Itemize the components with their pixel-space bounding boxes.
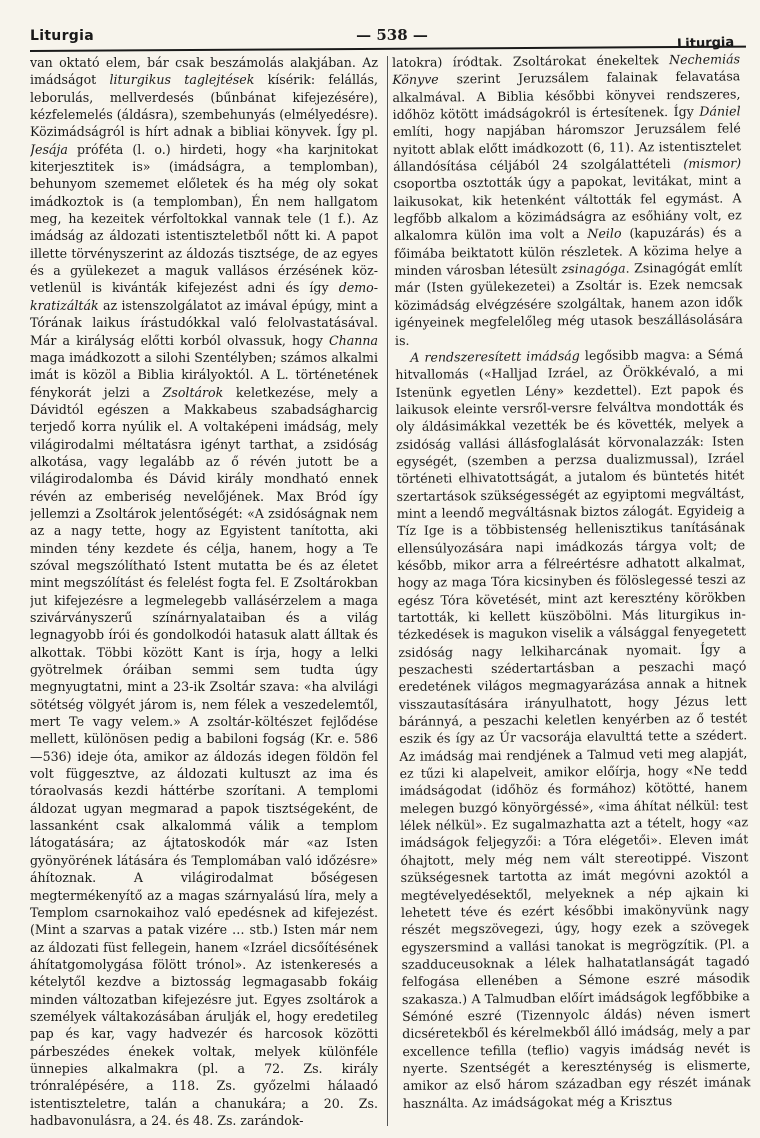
text-run: (kapuzárás) és a főimába beiktatott külön részletek. A közima helye a minden városban létesült: [394, 224, 743, 279]
running-head-right: Liturgia: [676, 35, 735, 52]
right-column: [392, 50, 751, 1130]
text-run: keletkezése, mely a Dávidtól egészen a Makkabeus szabadságharcig terjedő korra nyúlik el. A voltaképeni imádság, mely világirodalmi méltatásra igényt tarthat, a zsidóság alkotása, vagy legalább az ő révén jutott be a világirodalomba és Dávid király mondható ennek révén az emberiség nevelőjének. Max Bród így jellemzi a Zsoltárok jelentőségét: «A zsidóságnak nem az a nagy tette, hogy az Egyistent tanította, aki minden tény kezdete és célja, hanem, hogy a Te szóval megszólítható Istent mutatta be és az életet mint megszólítást és felelést fogta fel. E Zsoltárokban jut kifejezésre a legmelegebb vallásérzelem a maga szivárványszerű színárnyalataiban és a világ legnagyobb írói és gondolkodói hatasuk alatt álltak és alkottak. Többi között Kant is írja, hogy a lelki gyötrelmek óráiban semmi sem tudta úgy megnyugtatni, mint a 23-ik Zsoltár szava: «ha alvilági sötétség völgyét járom is, nem félek a veszedelemtől, mert Te vagy velem.» A zsoltár-költészet fejlődése mellett, különösen pedig a babiloni fogság (Kr. e. 586—536) ideje óta, amikor az áldozás idegen földön fel volt függesztve, az áldozati kultuszt az ima és tóraolvasás kezdi háttérbe szorítani. A templomi áldozat ugyan megmarad a papok tisztségeként, de lassanként csak alkalommá válik a templom látogatására; az ájtatoskodók már «az Isten gyönyörének látására és Templomában való időzésre» áhítoznak. A világirodalmat bőségesen megtermékenyítő az a magas szárnyalású líra, mely a Templom csarnokaihoz való epedésnek ad kifejezést. (Mint a szarvas a patak vizére … stb.) Isten már nem az áldozati füst fellegein, hanem «Izráel dicsőítésének áhítatgomolygása fölött trónol». Az istenkeresés a kételytől kezdve a biztosság legmagasabb fokáig minden változatban kifejezésre jut. Egyes zsoltárok a személyek váltakozásában árulják el, hogy eredetileg pap és kar, vagy hadvezér és harcosok közötti párbeszédes énekek voltak, melyek különféle ünnepies alkalmakra (pl. a 72. Zs. király trónralépésére, a 118. Zs. győzelmi hálaadó istentiszteletre, talán a chanukára; a 20. Zs. hadbavonulásra, a 24. és 48. Zs. zarándok-: [30, 384, 378, 1128]
italic-term: A rendszeresített imádság: [410, 347, 580, 365]
paragraph: [392, 50, 743, 348]
italic-term: Neilo: [587, 226, 622, 242]
italic-term: zsinagóga: [561, 260, 626, 277]
text-run: maga imádkozott a silohi Szentélyben; számos alkalmi imát is közöl a Biblia királyoktól. A L. történetének fénykorát jelzi a: [30, 349, 378, 400]
italic-term: liturgikus taglejtések: [109, 72, 255, 88]
text-run: próféta (l. o.) hirdeti, hogy «ha karjnitokat kiterjesztitek is» (imádságra, a templomban), behunyom szememet előletek és ha még oly sokat imádkoztok is (a templomban), Én nem hallgatom meg, ha kezeitek vérfoltokkal vannak tele (1 f.). Az imádság az áldozati istentiszteletből nőtt ki. A papot illette törvényszerint az áldozás tisztsége, de az egyes és a gyülekezet a maguk vallásos érzésének közvetlenül is kivánták kifejezést adni és így: [30, 141, 378, 296]
running-head-left: Liturgia: [30, 28, 94, 44]
left-column: [30, 54, 378, 1130]
text-run: latokra) íródtak. Zsoltárokat énekeltek: [392, 52, 670, 70]
italic-term: Channa: [329, 332, 378, 348]
italic-term: (mismor): [683, 155, 742, 172]
text-run: . Zsinagógát említ már (Isten gyülekezetei) a Zsoltár is. Ezek nemcsak közimádság elvégzésére szolgáltak, hanem azon idők igényeinek megfelelőleg még utasok beszállásolására is.: [394, 259, 743, 348]
text-run: említi, hogy napjában háromszor Jeruzsálem felé nyitott ablak előtt imádkozott (6, 11). Az istentisztelet állandósítása céljából 24 szolgálattételi: [392, 120, 742, 175]
italic-term: Zsoltárok: [162, 384, 224, 400]
paragraph: [30, 54, 378, 1129]
page-number: — 538 —: [356, 26, 428, 44]
text-run: csoportba osztották úgy a papokat, levitákat, mint a laikusokat, kik hetenként váltották fel egymást. A legfőbb alkalom a közimádságra az esőhiány volt, ez alkalomra külön ima volt a: [393, 172, 742, 244]
italic-term: Jesája: [30, 141, 68, 157]
italic-term: demokratizálták: [30, 280, 378, 313]
italic-term: Dániel: [699, 103, 741, 119]
text-run: legősibb magva: a Sémá hitvallomás («Halljad Izráel, az Örökkévaló, a mi Istenünk egyetlen Lény» kezdettel). Ezt papok és laikusok eleinte versről-versre felváltva mondották és oly áldásimákkal vezették be és követték, melyek a zsidóság vallási állásfoglalását körvonalazzák: Isten egységét, (szemben a perzsa dualizmussal), Izráel történeti elhivatottságát, a jutalom és büntetés hitét szertartások szükségességét az egyiptomi megváltást, mint a leendő megváltásnak biztos zálogát. Egyideig a Tíz Ige is a többistenség hellenisztikus tanításának ellensúlyozására napi imádkozás tárgya volt; de később, mikor arra a félreértésre adhatott alkalmat, hogy az maga Tóra kicsinyben és fölöslegessé teszi az egész Tóra követését, mint azt keresztény körökben tartották, ki kellett küszöbölni. Más liturgikus intézkedések is magukon viselik a válsággal fenyegetett zsidóság nagy lelkiharcának nyomait. Így a peszachesti szédertartásban a peszachi maçó eredetének világos megmagyarázása annak a hitnek visszautasítására irányulhatott, hogy Jézus lett báránnyá, a peszachi keletlen kenyérben az ő testét eszik és így az Úr vacsorája elavulttá tette a szédert. Az imádság mai rendjének a Talmud veti meg alapját, ez tűzi ki alapelveit, amikor előírja, hogy «Ne tedd imádságodat (időhöz és formához) kötötté, hanem melegen buzgó könyörgéssé», «ima áhítat nélkül: test lélek nélkül». Ez sugalmazhatta azt a tételt, hogy «az imádságok feljegyzői: a Tóra elégetői». Eleven imát óhajtott, mely még nem vált stereotippé. Viszont szükségesnek tartotta az imát megóvni azoktól a megtévelyedésektől, melyeknek a nép ajkain ki lehetett téve és ezért későbbi imakönyvünk nagy részét megszövegezi, úgy, hogy ezek a szövegek egyszersmind a vallási tanokat is megrögzítik. (Pl. a szadduceusoknak a lélek halhatatlanságát tagadó felfogása ellenében a Sémone eszré második szakasza.) A Talmudban előírt imádságok legfőbbike a Sémóné eszré (Tizennyolc áldás) néven ismert dicséretekből és kérelmekből álló imádság, mely a par excellence tefilla (teflio) vagyis imádság nevét is nyerte. Szentségét a kereszténység is elismerte, amikor az első három században egy részét imának használta. Az imádságokat még a Krisztus: [395, 346, 751, 1111]
text-run: kísérik: felállás, leborulás, mellverdesés (bűnbánat kifejezésére), kézfelemelés (áldásra), szembehunyás (elmélyedésre). Közimádságról is hírt adnak a bibliai könyvek. Így pl.: [30, 72, 378, 140]
text-run: van oktató elem, bár csak beszámolás alakjában. Az imádságot: [30, 55, 378, 88]
text-run: szerint Jeruzsálem falainak felavatása alkalmával. A Biblia későbbi könyvei rendszeres, időhöz kötött imádságokról is értesítenek. Így: [392, 68, 741, 123]
italic-term: Nechemiás Könyve: [392, 51, 741, 88]
text-run: az istenszolgálatot az imával épúgy, mint a Tórának laikus írástudókkal való felolvastatásával. Már a királyság előtti korból olvassuk, hogy: [30, 297, 378, 348]
paragraph: [395, 345, 751, 1112]
column-divider: [387, 56, 388, 1126]
